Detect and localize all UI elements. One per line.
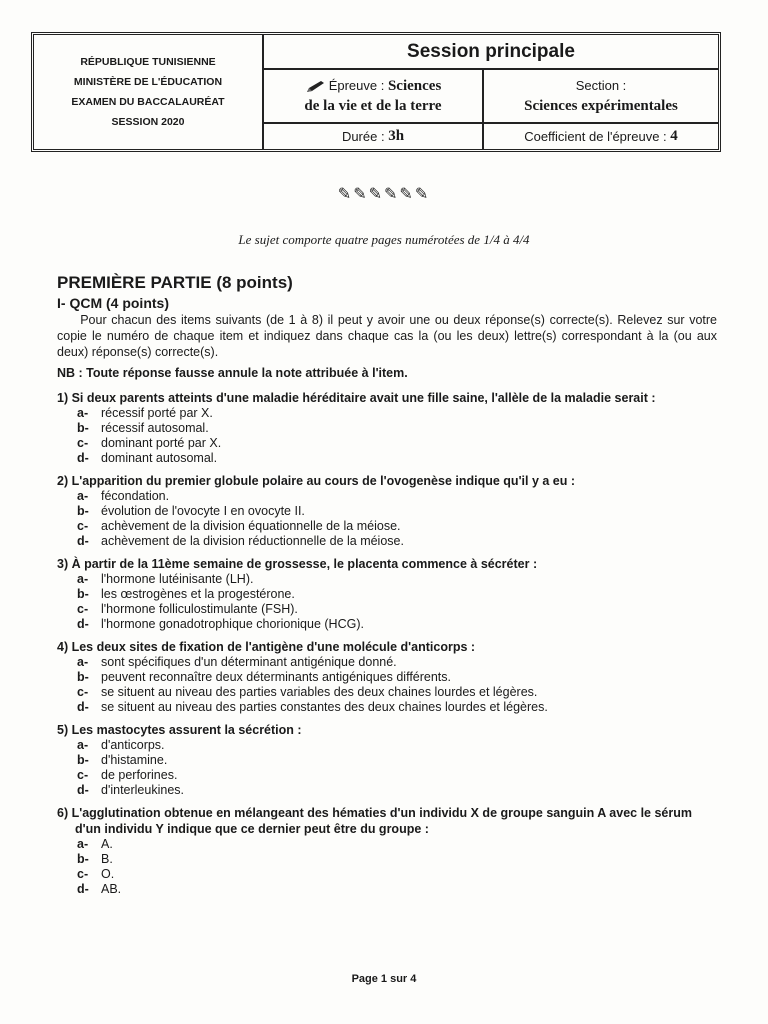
section-value: Sciences expérimentales [524,98,678,114]
option-text: AB. [101,882,122,896]
option-list [57,489,717,549]
option-letter: d- [77,783,89,797]
ministry-line: EXAMEN DU BACCALAURÉAT [71,96,225,108]
option-letter: a- [77,489,89,503]
session-title: Session principale [264,35,718,70]
option-letter: b- [77,504,89,518]
option-item [77,587,717,602]
option-list [57,572,717,632]
option-letter: b- [77,421,89,435]
option-letter: a- [77,406,89,420]
option-item [77,655,717,670]
option-text: d'interleukines. [101,783,184,797]
section-title: I- QCM (4 points) [57,295,169,311]
option-letter: d- [77,882,89,896]
option-item [77,783,717,798]
section-label: Section : [575,78,627,93]
option-item [77,837,717,852]
option-text: d'anticorps. [101,738,165,752]
exam-header-table [31,32,721,152]
option-item [77,685,717,700]
option-letter: c- [77,436,89,450]
option-list [57,406,717,466]
option-text: l'hormone gonadotrophique chorionique (HCG). [101,617,364,631]
option-item [77,738,717,753]
option-letter: b- [77,587,89,601]
option-item [77,406,717,421]
coef-value: 4 [670,128,678,144]
coef-label: Coefficient de l'épreuve : [524,129,667,144]
ministry-line: SESSION 2020 [111,116,185,128]
question-item [57,473,717,549]
question-item [57,556,717,632]
option-text: se situent au niveau des parties variables des deux chaines lourdes et légères. [101,685,538,699]
duree-value: 3h [388,128,405,144]
epreuve-label: Épreuve : [328,78,385,93]
question-list [57,390,717,897]
option-letter: a- [77,655,89,669]
option-letter: c- [77,519,89,533]
ornament-divider: ✎✎✎✎✎✎ [337,186,431,203]
option-letter: b- [77,852,89,866]
ministry-line: RÉPUBLIQUE TUNISIENNE [80,56,216,68]
option-text: A. [101,837,113,851]
option-item [77,421,717,436]
epreuve-value-2: de la vie et de la terre [304,98,442,114]
option-letter: d- [77,534,89,548]
option-text: les œstrogènes et la progestérone. [101,587,295,601]
option-text: se situent au niveau des parties constantes des deux chaines lourdes et légères. [101,700,548,714]
pen-icon [305,80,327,94]
option-item [77,519,717,534]
option-item [77,617,717,632]
question-item [57,390,717,466]
epreuve-value-1: Sciences [387,78,442,94]
question-item [57,805,717,897]
option-letter: b- [77,753,89,767]
option-text: récessif porté par X. [101,406,213,420]
part-title: PREMIÈRE PARTIE (8 points) [57,273,293,292]
option-letter: a- [77,738,89,752]
option-text: dominant porté par X. [101,436,222,450]
question-item [57,722,717,798]
instructions [57,312,717,360]
option-item [77,572,717,587]
option-text: dominant autosomal. [101,451,218,465]
question-stem: 1) Si deux parents atteints d'une maladie héréditaire avait une fille saine, l'allèle de la maladie serait : [57,391,656,405]
option-item [77,700,717,715]
duree-cell [264,124,484,149]
option-text: achèvement de la division équationnelle de la méiose. [101,519,401,533]
ministry-block [34,35,264,149]
option-list [57,655,717,715]
question-stem: 4) Les deux sites de fixation de l'antigène d'une molécule d'anticorps : [57,640,476,654]
option-item [77,602,717,617]
option-text: achèvement de la division réductionnelle de la méiose. [101,534,404,548]
option-letter: c- [77,768,89,782]
option-text: sont spécifiques d'un déterminant antigénique donné. [101,655,397,669]
intro-note: Le sujet comporte quatre pages numérotées de 1/4 à 4/4 [238,232,530,247]
option-letter: a- [77,837,89,851]
option-list [57,738,717,798]
option-text: évolution de l'ovocyte I en ovocyte II. [101,504,305,518]
option-text: récessif autosomal. [101,421,209,435]
option-text: d'histamine. [101,753,168,767]
option-letter: d- [77,700,89,714]
duree-label: Durée : [341,129,385,144]
option-letter: d- [77,617,89,631]
option-item [77,436,717,451]
epreuve-cell [264,70,484,122]
section-cell [484,70,718,122]
nb-note: NB : Toute réponse fausse annule la note attribuée à l'item. [57,366,408,380]
instructions-text: Pour chacun des items suivants (de 1 à 8) il peut y avoir une ou deux réponse(s) correcte(s). Relevez sur votre copie le numéro de chaque item et indiquez dans chaque cas la (ou les deux) lettre(s) correspondant à la (ou aux deux) réponse(s) correcte(s). [57,313,717,359]
option-item [77,852,717,867]
question-item [57,639,717,715]
question-stem: 3) À partir de la 11ème semaine de grossesse, le placenta commence à sécréter : [57,557,538,571]
option-item [77,867,717,882]
option-text: B. [101,852,113,866]
option-item [77,753,717,768]
option-item [77,670,717,685]
option-item [77,882,717,897]
exam-content [57,272,717,904]
option-text: O. [101,867,115,881]
page-footer: Page 1 sur 4 [351,973,417,985]
option-item [77,489,717,504]
option-text: l'hormone folliculostimulante (FSH). [101,602,298,616]
option-letter: c- [77,685,89,699]
option-letter: c- [77,602,89,616]
coefficient-cell [484,124,718,149]
option-item [77,451,717,466]
option-item [77,504,717,519]
option-item [77,534,717,549]
option-letter: b- [77,670,89,684]
option-text: de perforines. [101,768,178,782]
option-letter: d- [77,451,89,465]
question-stem: 6) L'agglutination obtenue en mélangeant des hématies d'un individu X de groupe sanguin A avec le sérum d'un individu Y indique que ce dernier peut être du groupe : [57,806,692,836]
option-text: fécondation. [101,489,170,503]
option-letter: a- [77,572,89,586]
option-text: peuvent reconnaître deux déterminants antigéniques différents. [101,670,451,684]
option-letter: c- [77,867,89,881]
question-stem: 2) L'apparition du premier globule polaire au cours de l'ovogenèse indique qu'il y a eu : [57,474,576,488]
option-list [57,837,717,897]
option-item [77,768,717,783]
ministry-line: MINISTÈRE DE L'ÉDUCATION [73,76,223,88]
option-text: l'hormone lutéinisante (LH). [101,572,254,586]
question-stem: 5) Les mastocytes assurent la sécrétion : [57,723,302,737]
